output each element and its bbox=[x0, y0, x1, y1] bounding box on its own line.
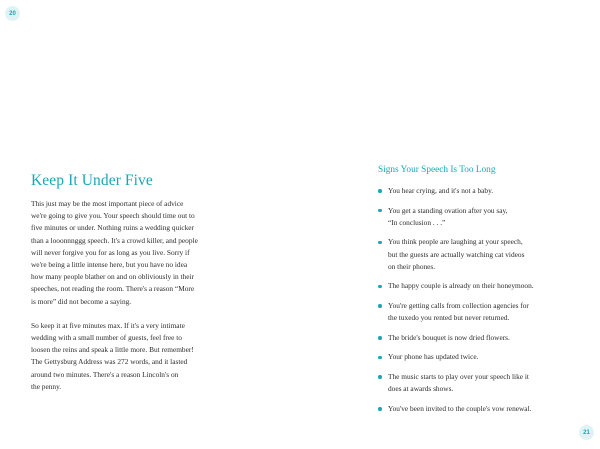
text-line: than a looonnnggg speech. It's a crowd killer, and people bbox=[31, 235, 198, 245]
text-line: speeches, not reading the room. There's a reason “More bbox=[31, 284, 195, 294]
body-paragraph-2 bbox=[31, 320, 271, 393]
bullet-icon bbox=[378, 304, 382, 308]
list-item bbox=[378, 185, 578, 197]
section-heading: Keep It Under Five bbox=[31, 172, 153, 189]
list-item bbox=[378, 371, 578, 395]
list-heading: Signs Your Speech Is Too Long bbox=[378, 165, 496, 175]
text-line: “In conclusion . . .” bbox=[388, 217, 446, 227]
text-line: will never forgive you for as long as you live. Sorry if bbox=[31, 247, 190, 257]
text-line: wedding with a small number of guests, feel free to bbox=[31, 333, 182, 343]
text-line: The happy couple is already on their honeymoon. bbox=[388, 281, 534, 291]
bullet-icon bbox=[378, 285, 382, 289]
text-line: does at awards shows. bbox=[388, 384, 454, 394]
text-line: we're going to give you. Your speech should time out to bbox=[31, 211, 195, 221]
body-paragraph-1 bbox=[31, 198, 271, 308]
sidebar-list bbox=[378, 164, 578, 422]
text-line: Your phone has updated twice. bbox=[388, 352, 479, 362]
list-item bbox=[378, 280, 578, 292]
text-line: five minutes or under. Nothing ruins a wedding quicker bbox=[31, 223, 194, 233]
bullet-icon bbox=[378, 209, 382, 213]
text-line: The bride's bouquet is now dried flowers. bbox=[388, 332, 510, 342]
list-item bbox=[378, 205, 578, 229]
bullet-icon bbox=[378, 189, 382, 193]
list-item bbox=[378, 236, 578, 273]
bullet-icon bbox=[378, 241, 382, 245]
bullet-icon bbox=[378, 356, 382, 360]
bullet-icon bbox=[378, 407, 382, 411]
page-number-right: 21 bbox=[579, 425, 594, 440]
text-line: You're getting calls from collection agencies for bbox=[388, 300, 529, 310]
text-line: is more” did not become a saying. bbox=[31, 296, 132, 306]
list-item bbox=[378, 332, 578, 344]
text-line: You've been invited to the couple's vow renewal. bbox=[388, 403, 532, 413]
text-line: the tuxedo you rented but never returned. bbox=[388, 313, 510, 323]
text-line: You get a standing ovation after you say, bbox=[388, 205, 508, 215]
bullet-icon bbox=[378, 375, 382, 379]
signs-list bbox=[378, 185, 578, 415]
text-line: You hear crying, and it's not a baby. bbox=[388, 186, 494, 195]
left-page-content bbox=[31, 172, 271, 393]
text-line: The music starts to play over your speech like it bbox=[388, 371, 529, 381]
text-line: This just may be the most important piece of advice bbox=[31, 199, 184, 208]
list-item bbox=[378, 403, 578, 415]
text-line: So keep it at five minutes max. If it's a very intimate bbox=[31, 320, 185, 330]
list-item bbox=[378, 300, 578, 324]
text-line: around two minutes. There's a reason Lincoln's on bbox=[31, 369, 179, 379]
text-line: the penny. bbox=[31, 381, 62, 391]
text-line: loosen the reins and speak a little more. But remember! bbox=[31, 345, 194, 355]
text-line: You think people are laughing at your speech, bbox=[388, 237, 523, 247]
text-line: The Gettysburg Address was 272 words, and it lasted bbox=[31, 357, 188, 367]
text-line: but the guests are actually watching cat videos bbox=[388, 249, 525, 259]
page-number-left: 20 bbox=[5, 6, 20, 21]
list-item bbox=[378, 351, 578, 363]
text-line: on their phones. bbox=[388, 261, 436, 271]
text-line: we're being a little intense here, but you have no idea bbox=[31, 260, 188, 270]
bullet-icon bbox=[378, 336, 382, 340]
text-line: how many people blather on and on obliviously in their bbox=[31, 272, 194, 282]
